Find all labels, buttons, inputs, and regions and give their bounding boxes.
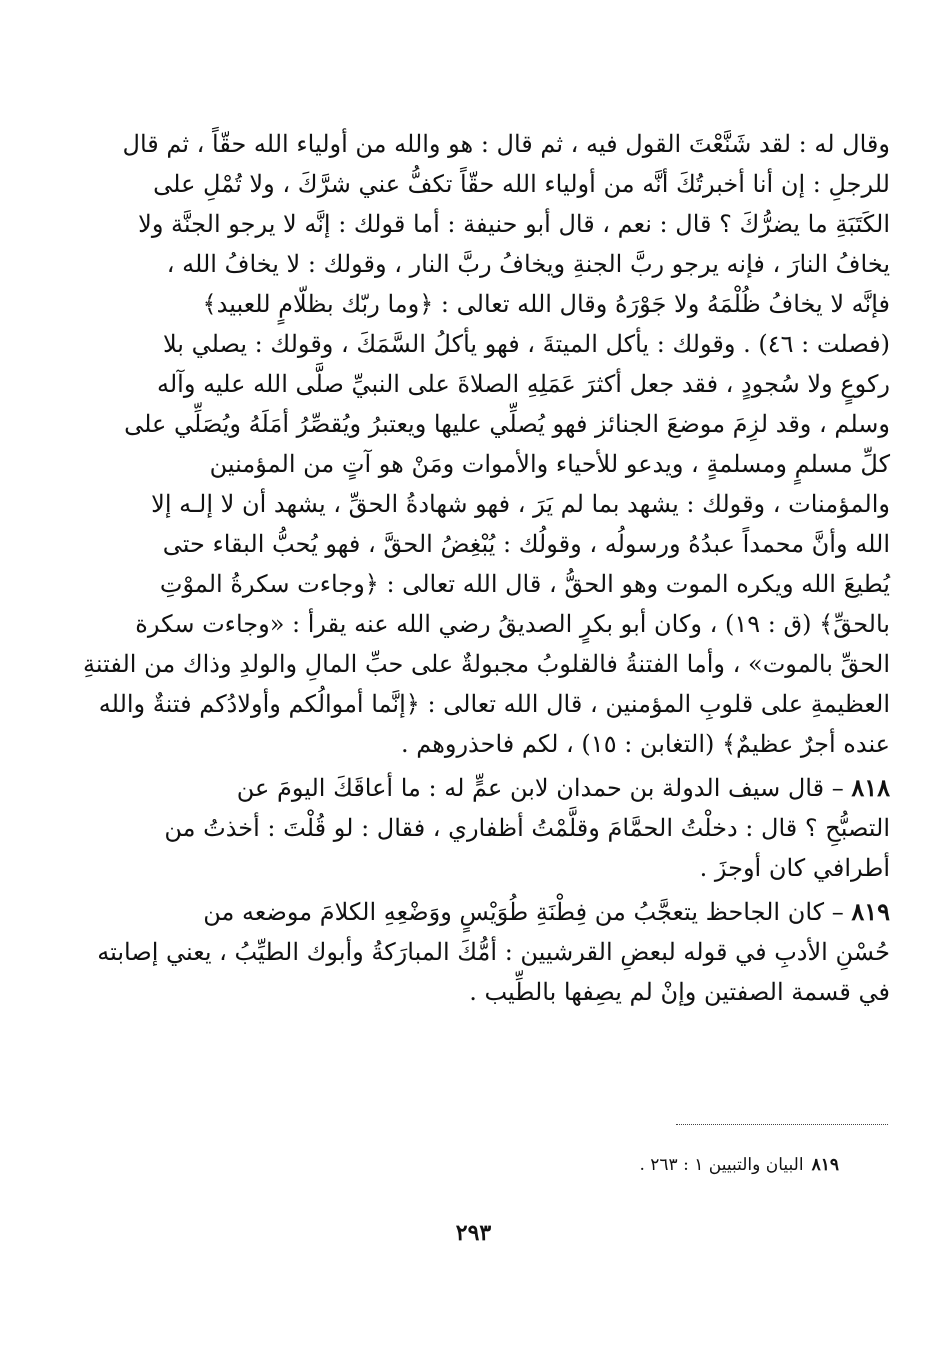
- text-line: بالحقِّ﴾ (ق : ١٩) ، وكان أبو بكرٍ الصديقُ رضي الله عنه يقرأ : «وجاءت سكرة: [135, 610, 890, 638]
- text-line: [168, 768, 890, 808]
- paragraph-continuation: [83, 124, 890, 764]
- text-line: للرجلِ : إن أنا أخبرتُكَ أنَّه من أولياء الله حقّاً تكفُّ عني شرَّكَ ، ولا تُمْلِ على: [153, 170, 890, 198]
- text-line: وسلم ، وقد لزِمَ موضعَ الجنائز فهو يُصلِّي عليها ويعتبرُ ويُقصِّرُ أمَلَهُ ويُصَلِّي على: [124, 410, 890, 438]
- text-run: – قال سيف الدولة بن حمدان لابن عمٍّ له : ما أعاقَكَ اليومَ عن: [236, 774, 852, 802]
- text-line: الحقِّ بالموت» ، وأما الفتنةُ فالقلوبُ مجبولةٌ على حبِّ المالِ والولدِ وذاك من الفتنةِ: [83, 650, 890, 678]
- text-line: وقال له : لقد شَنَّعْتَ القول فيه ، ثم قال : هو والله من أولياء الله حقّاً ، ثم قال: [122, 130, 890, 158]
- page-number: ٢٩٣: [455, 1220, 492, 1246]
- footnote-divider: [676, 1124, 888, 1125]
- text-line: يُطيعَ الله ويكره الموت وهو الحقُّ ، قال الله تعالى : ﴿وجاءت سكرةُ الموْتِ: [159, 570, 890, 598]
- paragraph-number: ٨١٨: [851, 773, 890, 802]
- paragraph-819: [97, 892, 890, 1012]
- footnote-text: البيان والتبيين ١ : ٢٦٣ .: [639, 1155, 804, 1175]
- text-line: (فصلت : ٤٦) . وقولك : يأكل الميتةَ ، فهو يأكلُ السَّمَكَ ، وقولك : يصلي بلا: [162, 330, 890, 358]
- paragraph-number: ٨١٩: [851, 897, 890, 926]
- text-line: عنده أجرٌ عظيمٌ﴾ (التغابن : ١٥) ، لكم فاحذروهم .: [400, 730, 890, 758]
- text-line: يخافُ النارَ ، فإنه يرجو ربَّ الجنةِ ويخافُ ربَّ النار ، وقولك : لا يخافُ الله ،: [166, 250, 890, 278]
- text-line: [168, 892, 890, 932]
- text-line: ركوعٍ ولا سُجودٍ ، فقد جعل أكثرَ عَمَلِهِ الصلاةَ على النبيِّ صلَّى الله عليه وآله: [157, 370, 890, 398]
- main-text: [83, 124, 890, 1012]
- text-run: – كان الجاحظ يتعجَّبُ من فِطْنَةِ طُوَيْسٍ ووَضْعِهِ الكلامَ موضعه من: [203, 898, 852, 926]
- paragraph-818: [164, 768, 890, 888]
- text-line: في قسمة الصفتين وإنْ لم يصِفها بالطِّيب .: [469, 978, 890, 1006]
- text-line: الكَتَبَةِ ما يضرُّكَ ؟ قال : نعم ، قال أبو حنيفة : أما قولك : إنَّه لا يرجو الجنَّة ولا: [138, 210, 890, 238]
- footnote-number: ٨١٩: [811, 1155, 839, 1175]
- text-line: حُسْنِ الأدبِ في قوله لبعضِ القرشيين : أمُّكَ المبارَكةُ وأبوك الطيِّبُ ، يعني إصابته: [97, 938, 890, 966]
- text-line: العظيمةِ على قلوبِ المؤمنين ، قال الله تعالى : ﴿إنَّما أموالُكم وأولادُكم فتنةٌ والله: [98, 690, 890, 718]
- text-line: كلِّ مسلمٍ ومسلمةٍ ، ويدعو للأحياء والأموات ومَنْ هو آتٍ من المؤمنين: [209, 450, 890, 478]
- footnote: [439, 1152, 839, 1178]
- text-line: التصبُّحِ ؟ قال : دخلْتُ الحمَّامَ وقلَّمْتُ أظفاري ، فقال : لو قُلْتَ : أخذتُ من: [164, 814, 890, 842]
- text-line: أطرافي كان أوجزَ .: [699, 854, 890, 882]
- text-line: فإنَّه لا يخافُ ظُلْمَهُ ولا جَوْرَهُ وقال الله تعالى : ﴿وما ربّك بظلّامٍ للعبيد﴾: [202, 290, 890, 318]
- text-line: والمؤمنات ، وقولك : يشهد بما لم يَرَ ، فهو شهادةُ الحقِّ ، يشهد أن لا إلـه إلا: [151, 490, 890, 518]
- text-line: الله وأنَّ محمداً عبدُهُ ورسولُه ، وقولُك : يُبْغِضُ الحقَّ ، فهو يُحبُّ البقاء حتى: [162, 530, 890, 558]
